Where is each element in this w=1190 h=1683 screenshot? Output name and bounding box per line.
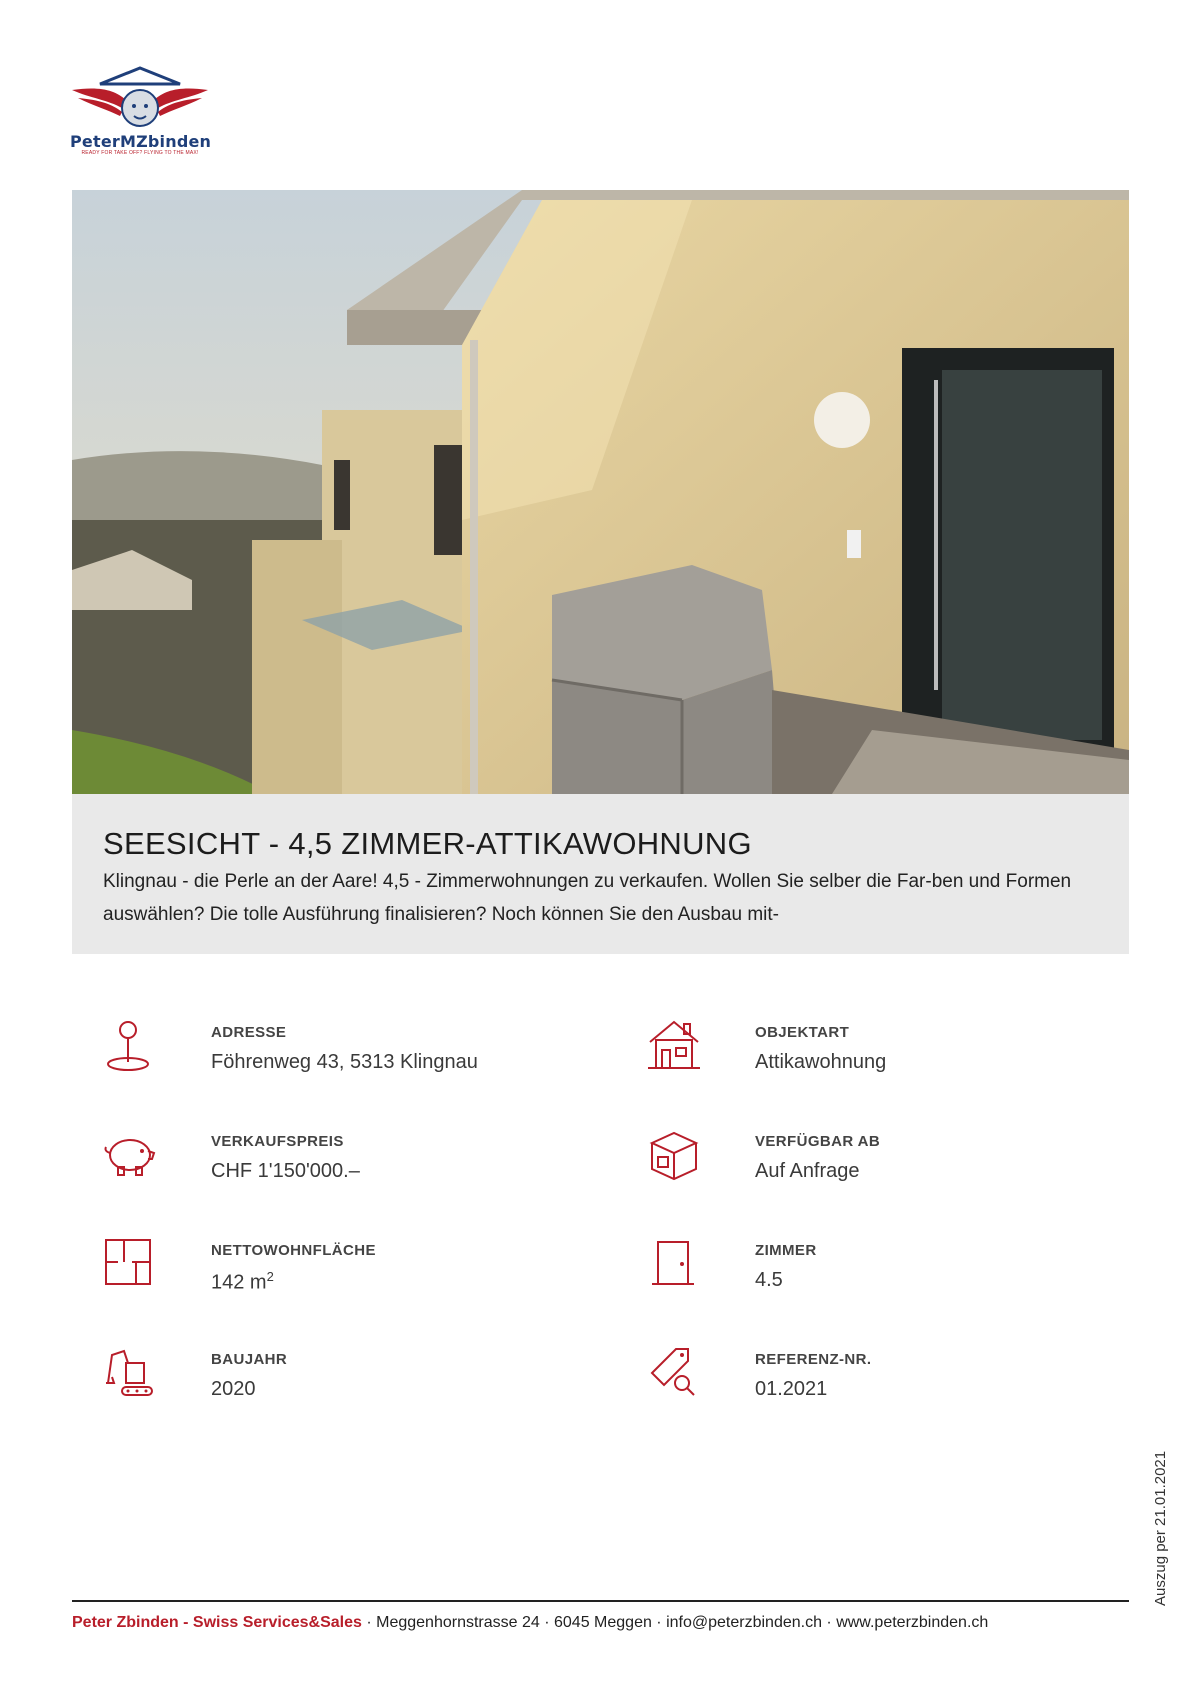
excavator-icon bbox=[104, 1347, 160, 1403]
logo-tagline: READY FOR TAKE OFF? FLYING TO THE MAX! bbox=[81, 150, 199, 156]
fact-value: Föhrenweg 43, 5313 Klingnau bbox=[211, 1051, 478, 1073]
fact-price bbox=[104, 1129, 564, 1199]
fact-type bbox=[648, 1020, 1108, 1090]
footer-divider bbox=[72, 1600, 1129, 1602]
fact-area bbox=[104, 1238, 564, 1308]
fact-label: OBJEKTART bbox=[755, 1024, 850, 1041]
fact-label: NETTOWOHNFLÄCHE bbox=[211, 1242, 376, 1259]
fact-value: 4.5 bbox=[755, 1269, 783, 1291]
fact-label: VERKAUFSPREIS bbox=[211, 1133, 344, 1150]
fact-year bbox=[104, 1347, 564, 1417]
house-icon bbox=[648, 1020, 704, 1076]
area-number: 142 m bbox=[211, 1271, 267, 1294]
area-unit-exponent: 2 bbox=[266, 1269, 274, 1284]
fact-value: 2020 bbox=[211, 1378, 256, 1400]
box-icon bbox=[648, 1129, 704, 1185]
location-pin-icon bbox=[104, 1020, 160, 1076]
fact-label: VERFÜGBAR AB bbox=[755, 1133, 881, 1150]
piggy-bank-icon bbox=[104, 1129, 160, 1185]
listing-description: Klingnau - die Perle an der Aare! 4,5 - Zimmerwohnungen zu verkaufen. Wollen Sie selber die Far-ben und Formen auswählen? Die tolle Ausführung finalisieren? Noch können Sie den Ausbau mit- bbox=[103, 871, 1072, 925]
fact-value bbox=[211, 1269, 274, 1295]
fact-address bbox=[104, 1020, 564, 1090]
logo-name: PeterMZbinden bbox=[70, 132, 212, 151]
footer-contact: · Meggenhornstrasse 24 · 6045 Meggen · info@peterzbinden.ch · www.peterzbinden.ch bbox=[361, 1614, 989, 1631]
listing-title: SEESICHT - 4,5 ZIMMER-ATTIKAWOHNUNG bbox=[103, 826, 752, 861]
fact-label: BAUJAHR bbox=[211, 1351, 288, 1368]
floor-plan-icon bbox=[104, 1238, 160, 1294]
fact-reference bbox=[648, 1347, 1108, 1417]
fact-label: ZIMMER bbox=[755, 1242, 817, 1259]
extract-date-note: Auszug per 21.01.2021 bbox=[1152, 1450, 1169, 1606]
fact-value: 01.2021 bbox=[755, 1378, 828, 1400]
fact-rooms bbox=[648, 1238, 1108, 1308]
property-photo bbox=[72, 190, 1129, 794]
fact-value: Attikawohnung bbox=[755, 1051, 887, 1073]
fact-value: Auf Anfrage bbox=[755, 1160, 860, 1182]
footer-company: Peter Zbinden - Swiss Services&Sales bbox=[72, 1614, 362, 1631]
door-icon bbox=[648, 1238, 704, 1294]
footer bbox=[72, 1614, 988, 1632]
intro-panel bbox=[72, 794, 1129, 954]
price-tag-search-icon bbox=[648, 1347, 704, 1403]
fact-label: REFERENZ-NR. bbox=[755, 1351, 872, 1368]
fact-value: CHF 1'150'000.– bbox=[211, 1160, 360, 1182]
fact-available bbox=[648, 1129, 1108, 1199]
fact-label: ADRESSE bbox=[211, 1024, 287, 1041]
